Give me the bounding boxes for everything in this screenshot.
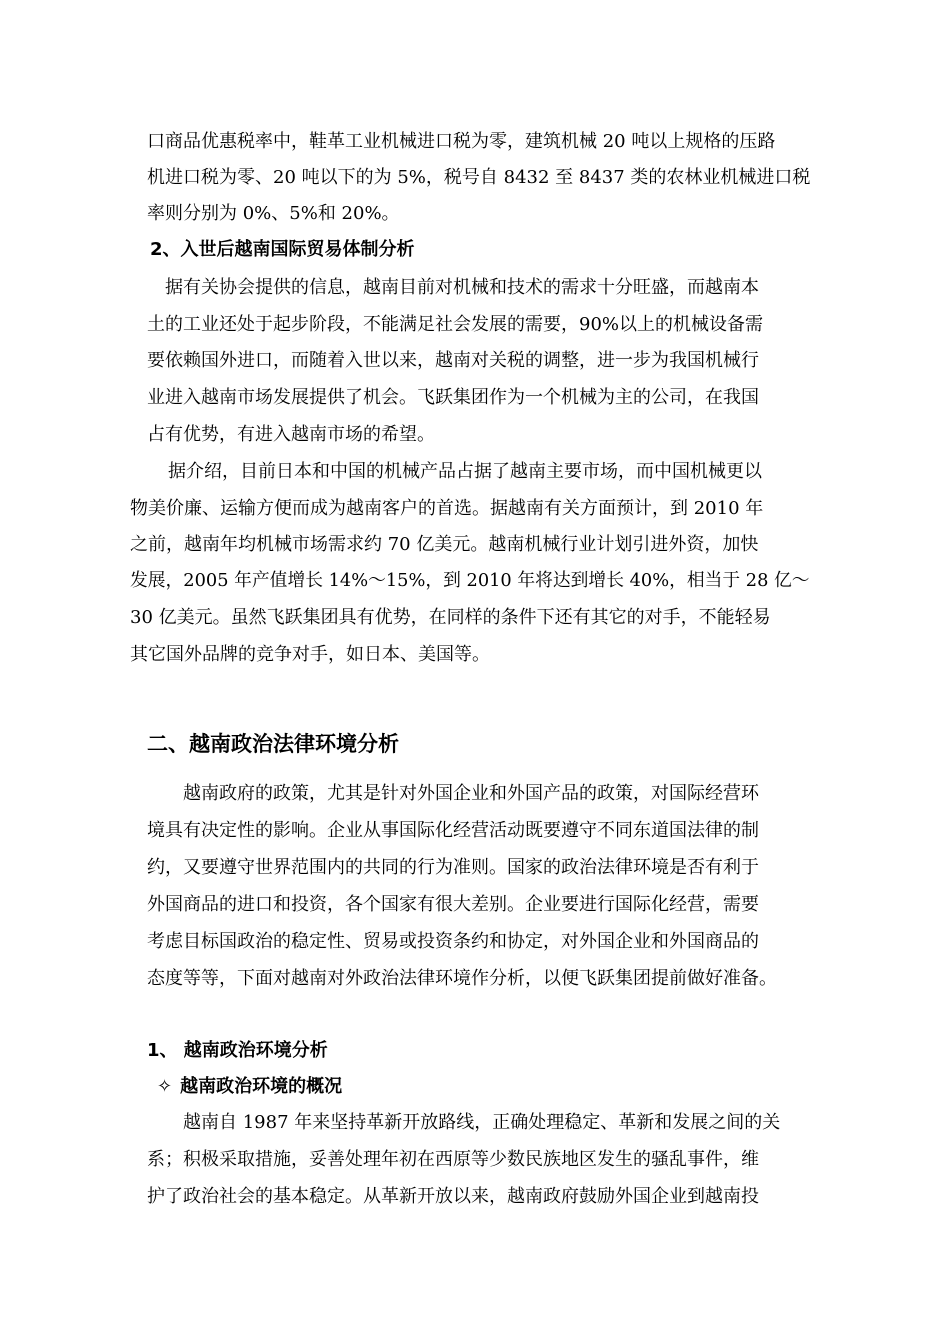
diamond-bullet-icon: ✧ — [157, 1076, 173, 1097]
paragraph-line: 发展，2005 年产值增长 14%～15%，到 2010 年将达到增长 40%，相当于 28 亿～ — [130, 570, 810, 591]
paragraph-line: 其它国外品牌的竞争对手，如日本、美国等。 — [130, 644, 490, 665]
paragraph-line: 机进口税为零、20 吨以下的为 5%，税号自 8432 至 8437 类的农林业机械进口税 — [147, 167, 811, 188]
paragraph-line: 系；积极采取措施，妥善处理年初在西原等少数民族地区发生的骚乱事件，维 — [147, 1149, 759, 1170]
paragraph-line: 越南政府的政策，尤其是针对外国企业和外国产品的政策，对国际经营环 — [183, 783, 759, 804]
paragraph-line: 要依赖国外进口，而随着入世以来，越南对关税的调整，进一步为我国机械行 — [147, 350, 759, 371]
paragraph-line: 土的工业还处于起步阶段，不能满足社会发展的需要，90%以上的机械设备需 — [147, 314, 764, 335]
section-subheading: 2、入世后越南国际贸易体制分析 — [150, 239, 415, 260]
paragraph-line: 之前，越南年均机械市场需求约 70 亿美元。越南机械行业计划引进外资，加快 — [130, 534, 759, 555]
paragraph-line: 护了政治社会的基本稳定。从革新开放以来，越南政府鼓励外国企业到越南投 — [147, 1186, 759, 1207]
paragraph-line: 30 亿美元。虽然飞跃集团具有优势，在同样的条件下还有其它的对手，不能轻易 — [130, 607, 771, 628]
section-subheading: 1、 越南政治环境分析 — [147, 1040, 328, 1061]
paragraph-line: 态度等等，下面对越南对外政治法律环境作分析，以便飞跃集团提前做好准备。 — [147, 968, 777, 989]
paragraph-line: 约，又要遵守世界范围内的共同的行为准则。国家的政治法律环境是否有利于 — [147, 857, 759, 878]
paragraph-line: 考虑目标国政治的稳定性、贸易或投资条约和协定，对外国企业和外国商品的 — [147, 931, 759, 952]
paragraph-line: 占有优势，有进入越南市场的希望。 — [147, 424, 435, 445]
section-heading: 二、越南政治法律环境分析 — [147, 732, 399, 756]
paragraph-line: 据有关协会提供的信息，越南目前对机械和技术的需求十分旺盛，而越南本 — [165, 277, 759, 298]
paragraph-line: 业进入越南市场发展提供了机会。飞跃集团作为一个机械为主的公司，在我国 — [147, 387, 759, 408]
paragraph-line: 物美价廉、运输方便而成为越南客户的首选。据越南有关方面预计，到 2010 年 — [130, 498, 764, 519]
paragraph-line: 率则分别为 0%、5%和 20%。 — [147, 203, 400, 224]
paragraph-line: 越南自 1987 年来坚持革新开放路线，正确处理稳定、革新和发展之间的关 — [183, 1112, 781, 1133]
paragraph-line: 境具有决定性的影响。企业从事国际化经营活动既要遵守不同东道国法律的制 — [147, 820, 759, 841]
paragraph-line: 据介绍，目前日本和中国的机械产品占据了越南主要市场，而中国机械更以 — [168, 461, 762, 482]
bullet-item — [157, 1075, 342, 1099]
bullet-item-text: 越南政治环境的概况 — [180, 1076, 343, 1097]
paragraph-line: 口商品优惠税率中，鞋革工业机械进口税为零，建筑机械 20 吨以上规格的压路 — [147, 131, 776, 152]
paragraph-line: 外国商品的进口和投资，各个国家有很大差别。企业要进行国际化经营，需要 — [147, 894, 759, 915]
